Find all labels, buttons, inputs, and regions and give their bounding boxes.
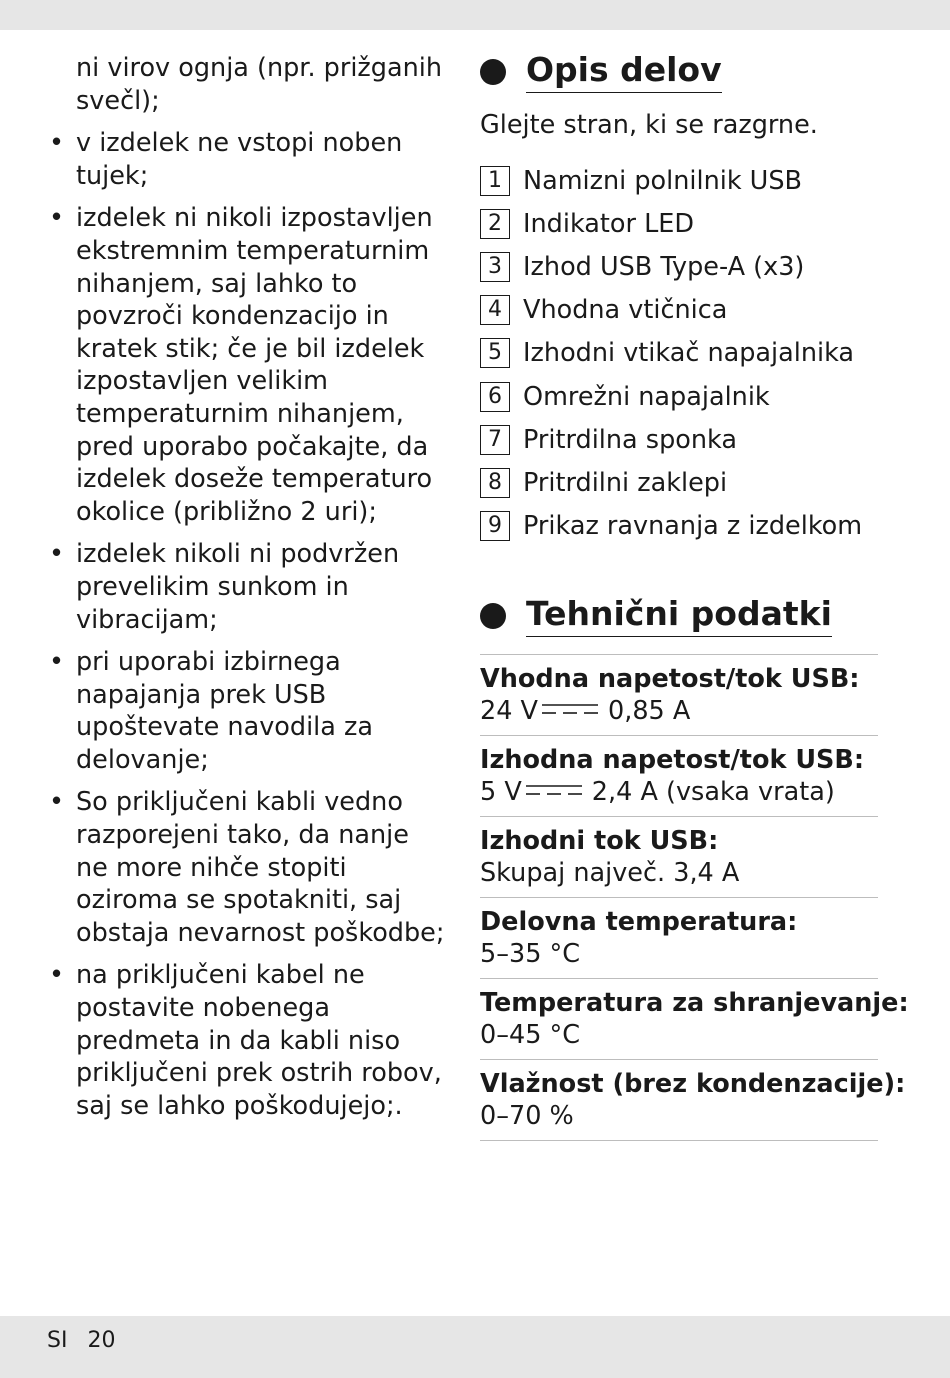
part-number: 1 [480, 166, 510, 196]
bullet-text: izdelek nikoli ni podvržen prevelikim sunkom in vibracijam; [76, 539, 400, 635]
list-item [480, 332, 880, 375]
part-number: 3 [480, 252, 510, 282]
bullet-icon: • [49, 960, 65, 991]
parts-heading [480, 50, 880, 93]
list-item [480, 418, 880, 461]
list-item [480, 202, 880, 245]
bullet-text: v izdelek ne vstopi noben tujek; [76, 128, 403, 191]
parts-list [480, 159, 880, 548]
part-number: 5 [480, 338, 510, 368]
spec-row-output [480, 736, 878, 817]
part-label: Omrežni napajalnik [523, 381, 770, 412]
part-label: Pritrdilna sponka [523, 424, 737, 455]
list-item [48, 538, 448, 636]
part-number: 9 [480, 511, 510, 541]
bullet-text: na priključeni kabel ne postavite nobenega predmeta in da kabli niso priključeni prek ostrih robov, saj se lahko poškodujejo;. [76, 960, 442, 1121]
bullet-icon: • [49, 647, 65, 678]
spec-row-input [480, 655, 878, 736]
parts-title: Opis delov [526, 50, 722, 93]
bullet-text: pri uporabi izbirnega napajanja prek USB upoštevate navodila za delovanje; [76, 647, 374, 775]
continuation-text: ni virov ognja (npr. prižganih svečl); [76, 53, 443, 116]
list-item [48, 202, 448, 528]
dc-current-icon [526, 783, 582, 797]
part-label: Vhodna vtičnica [523, 295, 728, 326]
list-item [480, 289, 880, 332]
spec-label: Izhodni tok USB: [480, 825, 719, 856]
part-label: Izhodni vtikač napajalnika [523, 338, 855, 369]
spec-row-operating-temp [480, 898, 878, 979]
list-item [480, 461, 880, 504]
spec-table [480, 654, 909, 1141]
spec-value: 0–70 % [480, 1101, 574, 1132]
part-label: Pritrdilni zaklepi [523, 467, 728, 498]
part-label: Prikaz ravnanja z izdelkom [523, 511, 863, 542]
page-number: 20 [87, 1328, 116, 1353]
part-label: Namizni polnilnik USB [523, 165, 803, 196]
output-current: 2,4 A (vsaka vrata) [591, 777, 835, 808]
list-item [48, 959, 448, 1122]
bullet-icon: • [49, 539, 65, 570]
part-label: Izhod USB Type-A (x3) [523, 251, 805, 282]
input-current: 0,85 A [608, 696, 691, 727]
part-number: 2 [480, 209, 510, 239]
top-band [0, 0, 950, 30]
part-number: 8 [480, 468, 510, 498]
bullet-icon: • [49, 203, 65, 234]
tech-title: Tehnični podatki [526, 594, 832, 637]
left-column [48, 52, 448, 1132]
spec-label: Vhodna napetost/tok USB: [480, 663, 860, 694]
spec-value: Skupaj največ. 3,4 A [480, 858, 740, 889]
bottom-band [0, 1316, 950, 1378]
spec-value: 5–35 °C [480, 939, 581, 970]
list-item [480, 245, 880, 288]
right-column [480, 50, 909, 1141]
input-voltage: 24 V [480, 696, 538, 727]
part-label: Indikator LED [523, 208, 695, 239]
spec-value [480, 776, 878, 809]
safety-bullet-list [48, 127, 448, 1122]
heading-dot-icon [480, 59, 506, 85]
bullet-icon: • [49, 128, 65, 159]
spec-label: Temperatura za shranjevanje: [480, 987, 909, 1018]
footer [47, 1328, 115, 1353]
tech-heading [480, 594, 880, 637]
part-number: 7 [480, 425, 510, 455]
spec-label: Izhodna napetost/tok USB: [480, 744, 865, 775]
list-item [48, 127, 448, 192]
list-item [480, 159, 880, 202]
dc-current-icon [542, 702, 598, 716]
bullet-text: izdelek ni nikoli izpostavljen ekstremnim temperaturnim nihanjem, saj lahko to povzroči kondenzacijo in kratek stik; če je bil izdelek izpostavljen velikim temperaturnim nihanjem, pred uporabo počakajte, da izdelek doseže temperaturo okolice (približno 2 uri); [76, 203, 433, 527]
spec-label: Delovna temperatura: [480, 906, 798, 937]
parts-intro: Glejte stran, ki se razgrne. [480, 110, 818, 140]
list-item [480, 375, 880, 418]
part-number: 4 [480, 295, 510, 325]
spec-row-humidity [480, 1060, 906, 1141]
spec-value: 0–45 °C [480, 1020, 581, 1051]
spec-label: Vlažnost (brez kondenzacije): [480, 1068, 906, 1099]
spec-row-storage-temp [480, 979, 909, 1060]
spec-value [480, 695, 878, 728]
spec-row-output-current [480, 817, 878, 898]
list-item [48, 646, 448, 776]
list-item [480, 505, 880, 548]
bullet-text: So priključeni kabli vedno razporejeni tako, da nanje ne more nihče stopiti oziroma se spotakniti, saj obstaja nevarnost poškodbe; [76, 787, 445, 948]
output-voltage: 5 V [480, 777, 522, 808]
list-item [48, 786, 448, 949]
heading-dot-icon [480, 603, 506, 629]
part-number: 6 [480, 382, 510, 412]
bullet-icon: • [49, 787, 65, 818]
language-code: SI [47, 1328, 68, 1353]
